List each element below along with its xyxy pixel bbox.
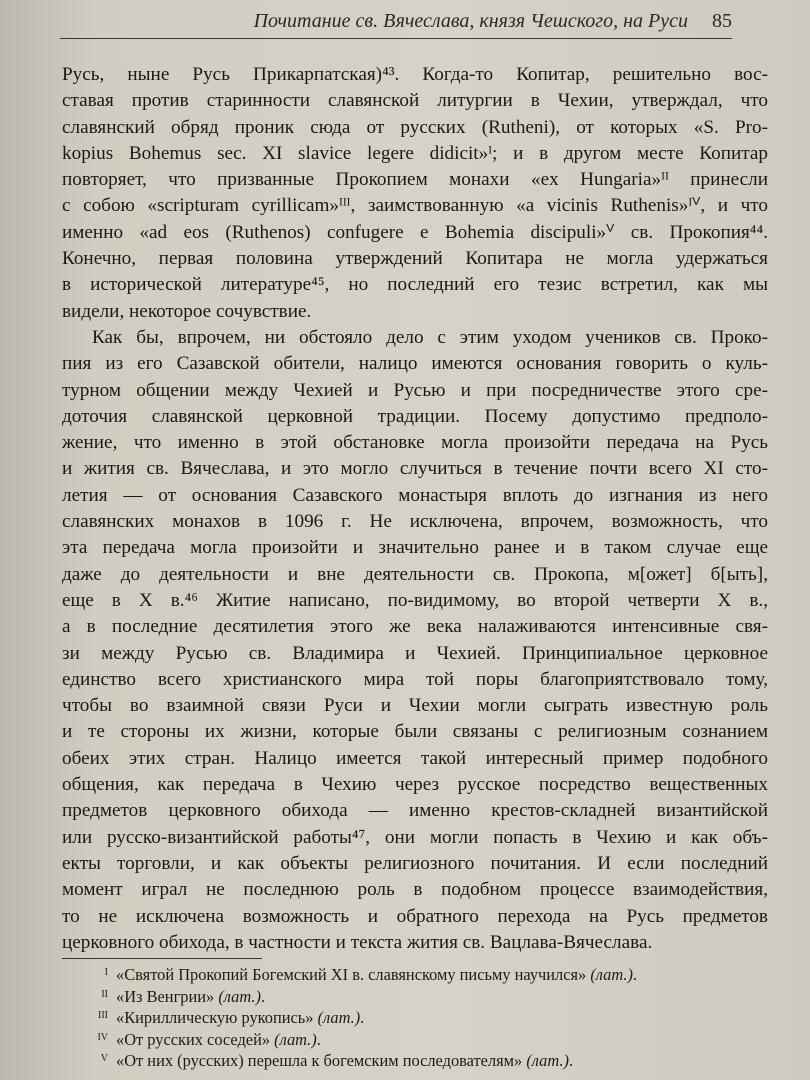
text-line: в исторической литературе⁴⁵, но последний его тезис встретил, как мы	[62, 274, 768, 296]
text-line: летия — от основания Сазавского монастыря вплоть до изгнания из него	[62, 484, 768, 506]
footnote-end: .	[360, 1008, 365, 1028]
running-title: Почитание св. Вячеслава, князя Чешского, на Руси	[253, 10, 688, 32]
text-line: общения, как передача в Чехию через русское посредство вещественных	[62, 774, 768, 796]
footnote-language: (лат.)	[218, 986, 261, 1006]
text-line: единство всего христианского мира той поры благоприятствовало тому,	[62, 668, 768, 690]
text-line: пия из его Сазавской обители, налицо имеются основания говорить о куль-	[62, 353, 768, 375]
text-line: славянский обряд проник сюда от русских (Rutheni), от которых «S. Pro-	[62, 116, 768, 138]
footnote-mark: I	[104, 967, 108, 978]
footnote-text: «Из Венгрии»	[116, 986, 219, 1006]
text-line: kopius Bohemus sec. XI slavice legere didicit»ᴵ; и в другом месте Копитар	[62, 142, 768, 164]
text-line: еще в X в.⁴⁶ Житие написано, по-видимому, во второй четверти X в.,	[62, 589, 768, 611]
footnote-text: «Кириллическую рукопись»	[116, 1008, 318, 1028]
footnote	[62, 986, 768, 1008]
text-line: именно «ad eos (Ruthenos) confugere e Bohemia discipuli»ⱽ св. Прокопия⁴⁴.	[62, 221, 768, 243]
text-line: доточия славянской церковной традиции. Посему допустимо предполо-	[62, 405, 768, 427]
body-text	[62, 62, 768, 956]
footnote	[62, 1029, 768, 1051]
text-line: Русь, ныне Русь Прикарпатская)⁴³. Когда-то Копитар, решительно вос-	[62, 64, 768, 85]
footnote-mark: II	[101, 988, 108, 1000]
footnote-language: (лат.)	[590, 965, 633, 984]
footnote	[62, 1050, 768, 1072]
text-line: церковного обихода, в частности и текста жития св. Вацлава-Вячеслава.	[62, 931, 653, 953]
footnote-text: «Святой Прокопий Богемский XI в. славянскому письму научился»	[116, 965, 591, 984]
page-number: 85	[712, 10, 732, 32]
text-line: Конечно, первая половина утверждений Копитара не могла удержаться	[62, 248, 768, 270]
footnote-language: (лат.)	[274, 1029, 317, 1049]
running-header	[60, 10, 732, 39]
text-line: турном общении между Чехией и Русью и при посредничестве этого сре-	[62, 379, 768, 401]
text-line: зи между Русью св. Владимира и Чехией. Принципиальное церковное	[62, 642, 768, 664]
footnote-mark: V	[100, 1053, 108, 1065]
text-line: жение, что именно в этой обстановке могла произойти передача на Русь	[62, 432, 768, 454]
footnote-mark: III	[98, 1010, 108, 1022]
text-line: даже до деятельности и вне деятельности св. Прокопа, м[ожет] б[ыть],	[62, 563, 768, 585]
footnote-end: .	[632, 965, 638, 984]
footnote-end: .	[316, 1029, 321, 1049]
text-line: а в последние десятилетия этого же века налаживаются интенсивные свя-	[62, 616, 768, 638]
text-line: екты торговли, и как объекты религиозного почитания. И если последний	[62, 852, 768, 874]
text-line: с собою «scripturam cyrillicam»ᴵᴵᴵ, заимствованную «a vicinis Ruthenis»ᴵⱽ, и что	[62, 195, 768, 217]
text-line: эта передача могла произойти и значительно ранее и в таком случае еще	[62, 537, 768, 559]
text-line: славянских монахов в 1096 г. Не исключена, впрочем, возможность, что	[62, 511, 768, 533]
text-line: ставая против старинности славянской литургии в Чехии, утверждал, что	[62, 90, 768, 112]
text-line: и жития св. Вячеслава, и это могло случиться в течение почти всего XI сто-	[62, 458, 768, 480]
text-line: или русско-византийской работы⁴⁷, они могли попасть в Чехию и как объ-	[62, 826, 768, 848]
footnote	[62, 1007, 768, 1029]
footnote-mark: IV	[97, 1031, 108, 1043]
text-line: предметов церковного обихода — именно крестов-складней византийской	[62, 800, 768, 822]
footnote-divider	[62, 958, 262, 959]
footnotes	[62, 964, 768, 1072]
footnote-language: (лат.)	[317, 1008, 361, 1028]
footnote-text: «От них (русских) перешла к богемским последователям»	[116, 1051, 527, 1071]
text-line: обеих этих стран. Налицо имеется такой интересный пример подобного	[62, 747, 768, 769]
text-line: Как бы, впрочем, ни обстояло дело с этим уходом учеников св. Проко-	[92, 326, 768, 348]
footnote	[62, 964, 768, 986]
text-line: момент играл не последнюю роль в подобном процессе взаимодействия,	[62, 879, 768, 901]
text-line: чтобы во взаимной связи Руси и Чехии могли сыграть известную роль	[62, 695, 768, 717]
text-line: и те стороны их жизни, которые были связаны с религиозным сознанием	[62, 721, 768, 743]
footnote-text: «От русских соседей»	[116, 1029, 275, 1049]
footnote-language: (лат.)	[526, 1051, 569, 1071]
footnote-end: .	[568, 1051, 574, 1071]
text-line: видели, некоторое сочувствие.	[62, 300, 312, 322]
footnote-end: .	[260, 986, 266, 1006]
text-line: повторяет, что призванные Прокопием монахи «ex Hungaria»ᴵᴵ принесли	[62, 169, 768, 191]
text-line: то не исключена возможность и обратного перехода на Русь предметов	[62, 905, 768, 927]
